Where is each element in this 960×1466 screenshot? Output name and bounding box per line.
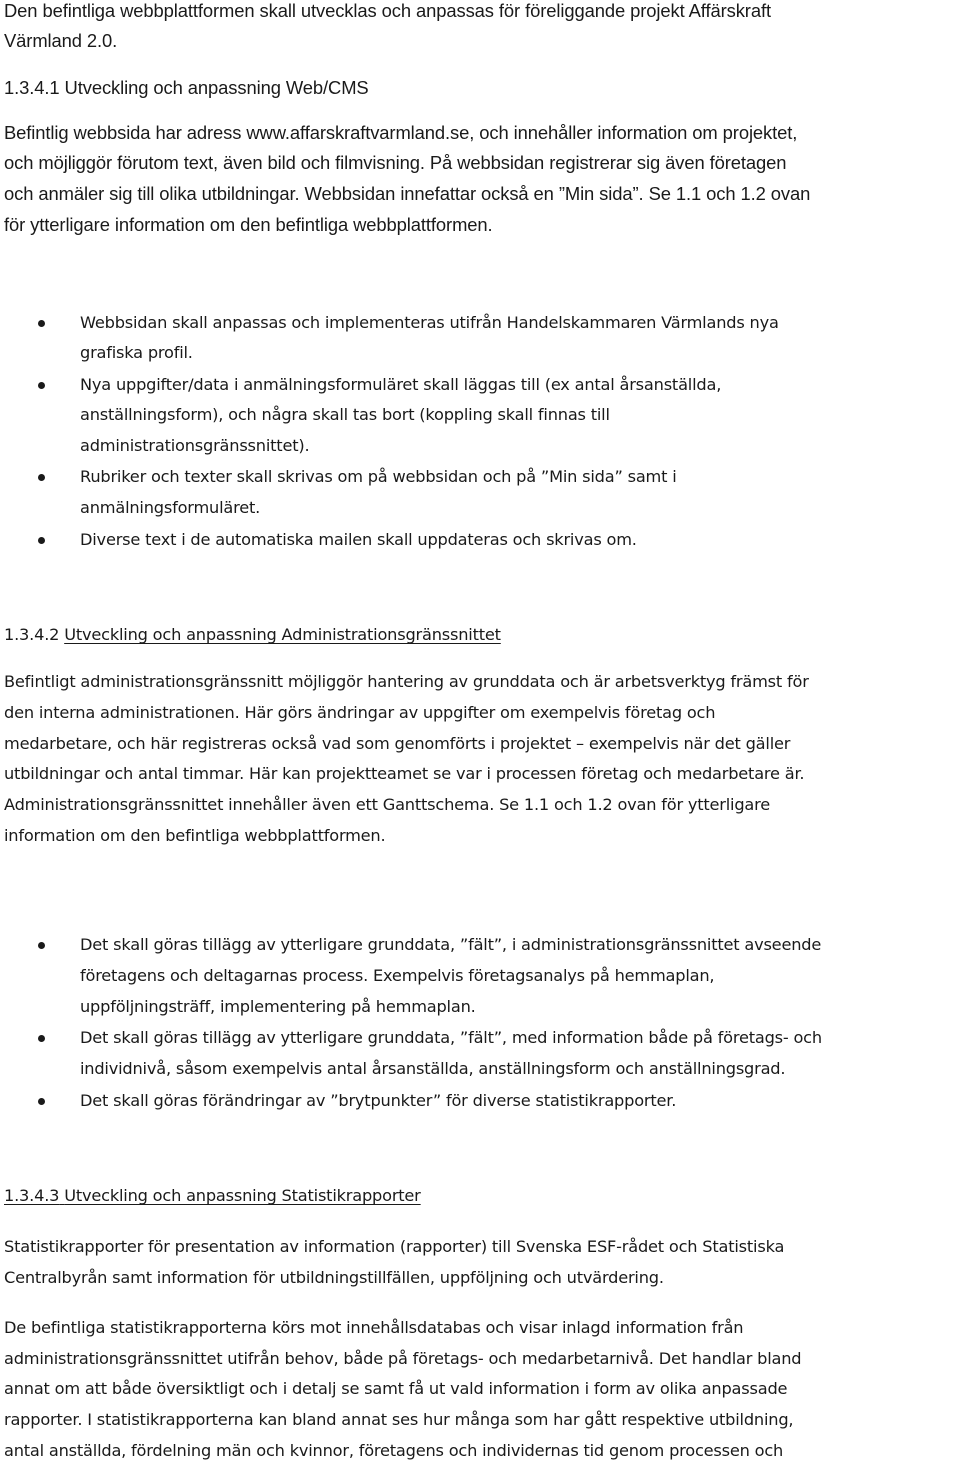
paragraph-line: Administrationsgränssnittet innehåller även ett Ganttschema. Se 1.1 och 1.2 ovan för ytterligare — [4, 795, 770, 814]
bullet-line: Det skall göras tillägg av ytterligare grunddata, ”fält”, i administrationsgränssnittet avseende — [80, 935, 822, 954]
paragraph-line: Befintligt administrationsgränssnitt möjliggör hantering av grunddata och är arbetsverktyg främst för — [4, 672, 809, 691]
paragraph-line: antal anställda, fördelning män och kvinnor, företagens och individernas tid genom processen och — [4, 1441, 784, 1460]
bullet-icon — [38, 537, 45, 544]
heading-title: Utveckling och anpassning Statistikrapporter — [64, 1186, 421, 1205]
bullet-line: Webbsidan skall anpassas och implementeras utifrån Handelskammaren Värmlands nya — [80, 313, 779, 332]
bullet-line: anställningsform), och några skall tas bort (koppling skall finnas till — [80, 405, 610, 424]
paragraph-line: medarbetare, och här registreras också vad som genomförts i projektet – exempelvis när det gäller — [4, 734, 791, 753]
bullet-line: individnivå, såsom exempelvis antal årsanställda, anställningsform och anställningsgrad. — [80, 1059, 786, 1078]
bullet-line: anmälningsformuläret. — [80, 498, 261, 517]
document-page — [4, 0, 956, 1462]
paragraph-line: rapporter. I statistikrapporterna kan bland annat ses hur många som har gått respektive utbildning, — [4, 1410, 794, 1429]
paragraph-line: administrationsgränssnittet utifrån behov, både på företags- och medarbetarnivå. Det handlar bland — [4, 1349, 802, 1368]
paragraph-line: information om den befintliga webbplattformen. — [4, 826, 386, 845]
bullet-line: Diverse text i de automatiska mailen skall uppdateras och skrivas om. — [80, 530, 637, 549]
paragraph-line: och möjliggör förutom text, även bild och filmvisning. På webbsidan registrerar sig även företagen — [4, 152, 787, 173]
intro-line: Den befintliga webbplattformen skall utvecklas och anpassas för föreliggande projekt Affärskraft — [4, 0, 771, 21]
bullet-line: Nya uppgifter/data i anmälningsformuläret skall läggas till (ex antal årsanställda, — [80, 375, 722, 394]
paragraph-line: De befintliga statistikrapporterna körs mot innehållsdatabas och visar inlagd information från — [4, 1318, 744, 1337]
heading-number: 1.3.4.2 — [4, 625, 60, 644]
bullet-icon — [38, 382, 45, 389]
section-heading-1341: 1.3.4.1 Utveckling och anpassning Web/CMS — [4, 77, 369, 98]
bullet-icon — [38, 320, 45, 327]
section-heading-1342 — [4, 620, 501, 650]
bullet-line: Det skall göras tillägg av ytterligare grunddata, ”fält”, med information både på företags- och — [80, 1028, 822, 1047]
bullet-line: företagens och deltagarnas process. Exempelvis företagsanalys på hemmaplan, — [80, 966, 715, 985]
bullet-icon — [38, 1098, 45, 1105]
bullet-line: grafiska profil. — [80, 343, 193, 362]
paragraph-line: Statistikrapporter för presentation av information (rapporter) till Svenska ESF-rådet och Statistiska — [4, 1237, 785, 1256]
paragraph-line: för ytterligare information om den befintliga webbplattformen. — [4, 214, 493, 235]
bullet-line: administrationsgränssnittet). — [80, 436, 310, 455]
paragraph-line: annat om att både översiktligt och i detalj se samt få ut vald information i form av olika anpassade — [4, 1379, 788, 1398]
bullet-line: Rubriker och texter skall skrivas om på webbsidan och på ”Min sida” samt i — [80, 467, 677, 486]
paragraph-line: Befintlig webbsida har adress www.affarskraftvarmland.se, och innehåller information om projektet, — [4, 122, 798, 143]
paragraph-line: den interna administrationen. Här görs ändringar av uppgifter om exempelvis företag och — [4, 703, 716, 722]
heading-title: Utveckling och anpassning Administrationsgränssnittet — [64, 625, 501, 644]
bullet-line: Det skall göras förändringar av ”brytpunkter” för diverse statistikrapporter. — [80, 1091, 677, 1110]
paragraph-line: och anmäler sig till olika utbildningar. Webbsidan innefattar också en ”Min sida”. Se 1.1 och 1.2 ovan — [4, 183, 811, 204]
heading-number: 1.3.4.3 — [4, 1186, 60, 1205]
bullet-icon — [38, 474, 45, 481]
bullet-icon — [38, 1035, 45, 1042]
intro-line: Värmland 2.0. — [4, 30, 118, 51]
bullet-icon — [38, 942, 45, 949]
bullet-line: uppföljningsträff, implementering på hemmaplan. — [80, 997, 476, 1016]
section-heading-1343 — [4, 1181, 421, 1211]
paragraph-line: utbildningar och antal timmar. Här kan projektteamet se var i processen företag och medarbetare är. — [4, 764, 805, 783]
paragraph-line: Centralbyrån samt information för utbildningstillfällen, uppföljning och utvärdering. — [4, 1268, 664, 1287]
